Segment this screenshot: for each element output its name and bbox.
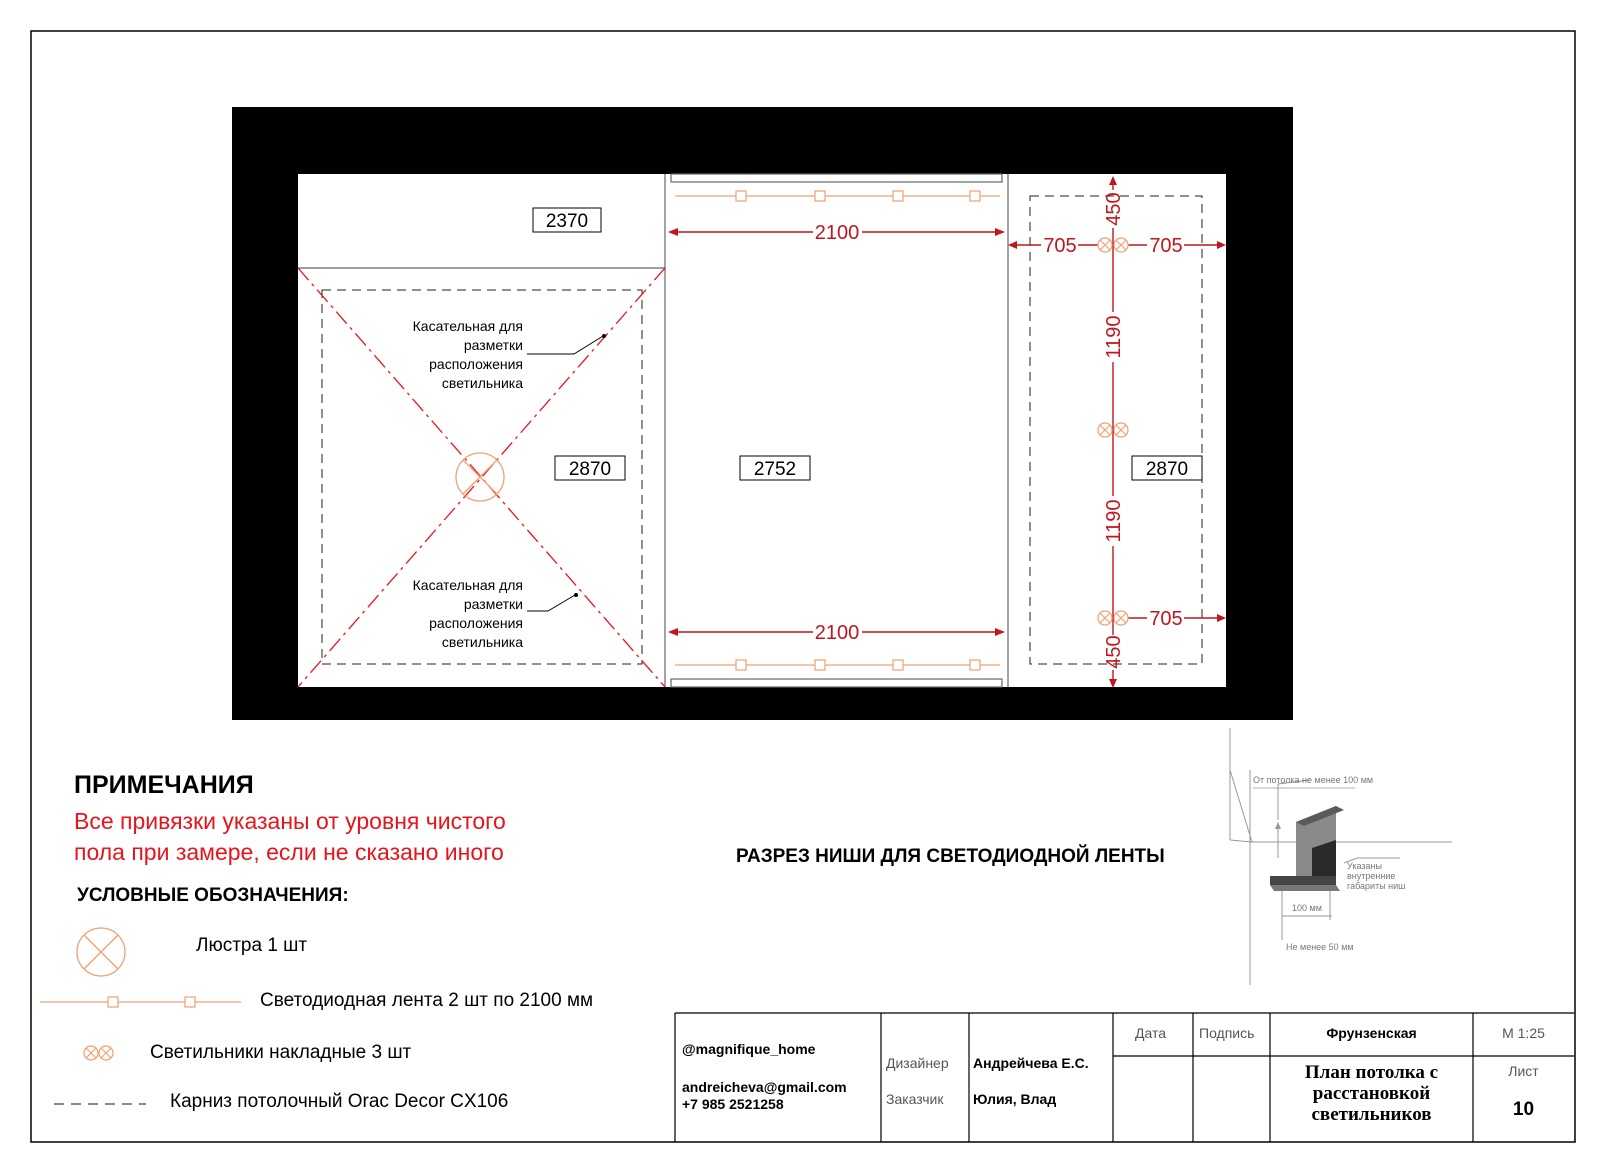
svg-text:расположения: расположения xyxy=(429,615,523,631)
area-label: 2870 xyxy=(568,459,612,480)
title-block-signature-label: Подпись xyxy=(1199,1025,1255,1041)
title-block-project: Фрунзенская xyxy=(1326,1025,1417,1041)
area-label: 2752 xyxy=(753,459,797,480)
title-block-instagram: @magnifique_home xyxy=(682,1041,816,1057)
title-block-scale: М 1:25 xyxy=(1502,1025,1545,1041)
svg-text:разметки: разметки xyxy=(463,337,523,353)
svg-text:Касательная для: Касательная для xyxy=(412,577,523,593)
dim-450-bottom: 450 xyxy=(1103,635,1125,669)
legend-title: УСЛОВНЫЕ ОБОЗНАЧЕНИЯ: xyxy=(77,885,349,906)
legend-label-surface-lights: Светильники накладные 3 шт xyxy=(150,1042,412,1063)
dim-705-left: 705 xyxy=(1043,235,1077,257)
svg-text:Касательная для: Касательная для xyxy=(412,318,523,334)
legend-label-led-strip: Светодиодная лента 2 шт по 2100 мм xyxy=(260,990,594,1011)
led-strip-symbol-icon xyxy=(40,997,241,1007)
dim-1190-upper: 1190 xyxy=(1103,315,1125,359)
dim-2100-bottom: 2100 xyxy=(814,622,860,644)
area-label: 2870 xyxy=(1145,459,1189,480)
dim-705-low: 705 xyxy=(1149,608,1183,630)
title-block-designer-name: Андрейчева Е.С. xyxy=(973,1055,1089,1071)
dim-705-right: 705 xyxy=(1149,235,1183,257)
title-block-designer-label: Дизайнер xyxy=(886,1055,949,1071)
notes-text: Все привязки указаны от уровня чистого пола при замере, если не сказано иного xyxy=(74,808,506,865)
section-note-side: внутренние xyxy=(1347,871,1396,881)
dim-2100-top: 2100 xyxy=(814,222,860,244)
section-dim-100: 100 мм xyxy=(1292,903,1322,913)
svg-text:разметки: разметки xyxy=(463,596,523,612)
chandelier-symbol-icon xyxy=(77,928,125,976)
section-note-side: Указаны xyxy=(1347,861,1382,871)
section-note-bottom: Не менее 50 мм xyxy=(1286,942,1354,952)
notes-title: ПРИМЕЧАНИЯ xyxy=(74,771,254,799)
dim-450-top: 450 xyxy=(1103,192,1125,226)
room-walls xyxy=(232,107,1293,720)
dim-1190-lower: 1190 xyxy=(1103,499,1125,543)
title-block-drawing-title: План потолка с расстановкой светильников xyxy=(1304,1062,1439,1125)
area-label: 2370 xyxy=(545,211,589,232)
section-note-side: габариты ниш xyxy=(1347,881,1406,891)
surface-light-symbol-icon xyxy=(84,1046,113,1060)
svg-text:светильника: светильника xyxy=(441,634,523,650)
title-block-sheet-number: 10 xyxy=(1512,1099,1535,1120)
section-title: РАЗРЕЗ НИШИ ДЛЯ СВЕТОДИОДНОЙ ЛЕНТЫ xyxy=(736,846,1165,867)
title-block-sheet-label: Лист xyxy=(1508,1063,1539,1079)
section-note-top: От потолка не менее 100 мм xyxy=(1253,775,1374,785)
title-block-client-label: Заказчик xyxy=(886,1091,944,1107)
svg-text:светильника: светильника xyxy=(441,375,523,391)
title-block-date-label: Дата xyxy=(1135,1025,1167,1041)
legend-label-chandelier: Люстра 1 шт xyxy=(196,935,308,956)
title-block-client-name: Юлия, Влад xyxy=(973,1091,1057,1107)
svg-text:расположения: расположения xyxy=(429,356,523,372)
title-block-phone: +7 985 2521258 xyxy=(682,1096,784,1112)
title-block-email: andreicheva@gmail.com xyxy=(682,1079,847,1095)
legend-label-cornice: Карниз потолочный Orac Decor CX106 xyxy=(170,1091,509,1112)
niche-profile xyxy=(1270,806,1344,891)
